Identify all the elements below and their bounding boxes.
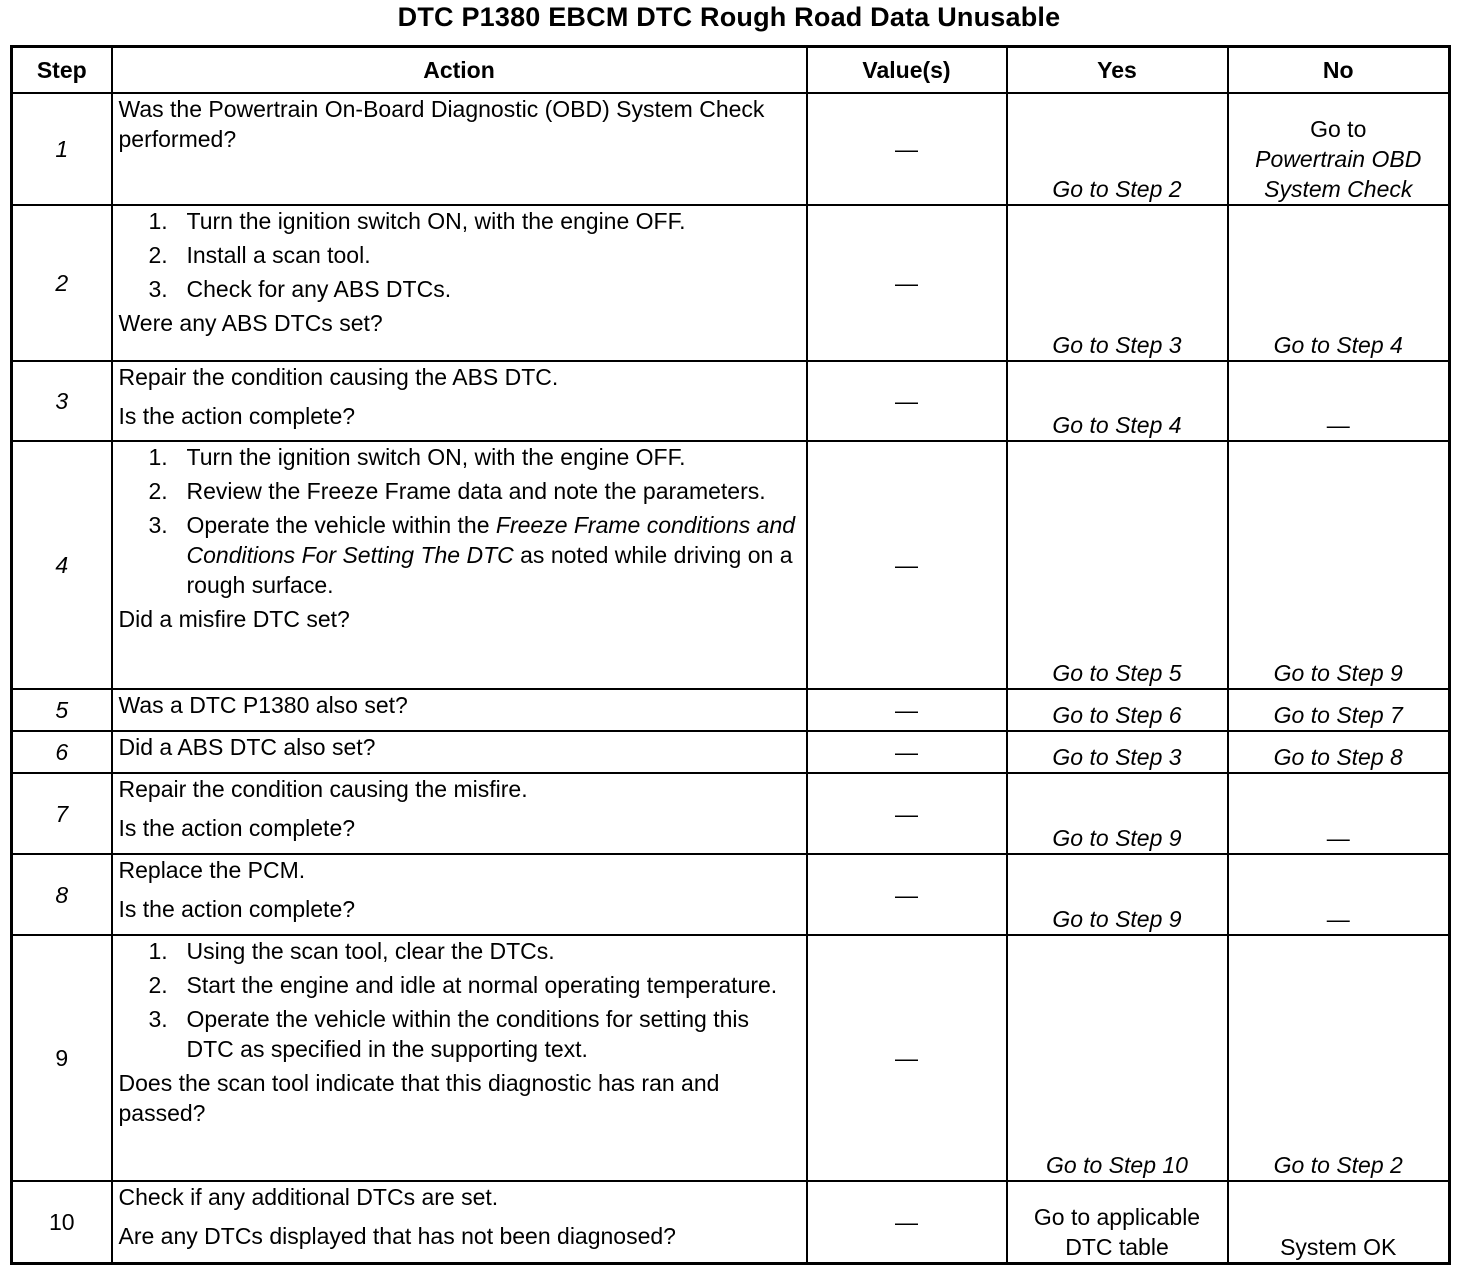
substep-text: Check for any ABS DTCs. [186,276,452,302]
substep-text-part: as noted while driving on a rough surface. [186,542,793,598]
substep-text: Review the Freeze Frame data and note the parameters. [186,478,766,504]
question-text: Is the action complete? [118,896,356,922]
goto-link: Go to Step 9 [1052,825,1182,851]
no-cell [1228,205,1450,361]
goto-link: Go to Step 7 [1273,702,1403,728]
goto-link: Go to Step 3 [1052,332,1182,358]
question-text: Is the action complete? [118,815,356,841]
substep-number: 1. [148,938,168,964]
step-number: 9 [12,935,112,1181]
no-cell: System OK [1228,1181,1450,1263]
header-values: Value(s) [807,47,1007,94]
substep [119,936,800,966]
value-cell: — [807,441,1007,689]
value-cell: — [807,689,1007,731]
substep [119,442,800,472]
substep-number: 2. [148,478,168,504]
table-row [12,935,1450,1181]
table-row [12,731,1450,773]
substep-number: 1. [148,444,168,470]
goto-link: Go to Step 4 [1273,332,1403,358]
yes-cell [1007,773,1228,854]
yes-cell [1007,854,1228,935]
substep-text: Using the scan tool, clear the DTCs. [186,938,555,964]
step-number: 6 [12,731,112,773]
substep-text: Install a scan tool. [186,242,371,268]
goto-link: Go to Step 9 [1273,660,1403,686]
yes-cell [1007,361,1228,441]
action-text [112,1181,807,1263]
action-line: Check if any additional DTCs are set. [118,1184,499,1210]
table-row [12,441,1450,689]
goto-link: Go to Step 2 [1052,176,1182,202]
value-cell: — [807,93,1007,205]
goto-link: Go to Step 2 [1273,1152,1403,1178]
no-text: Powertrain OBD [1255,146,1422,172]
substep-number: 1. [148,208,168,234]
question-text: Are any DTCs displayed that has not been diagnosed? [118,1223,676,1249]
action-text [112,205,807,361]
step-number: 3 [12,361,112,441]
substep [119,274,800,304]
value-cell: — [807,731,1007,773]
no-cell [1228,935,1450,1181]
yes-cell [1007,731,1228,773]
action-text: Was the Powertrain On-Board Diagnostic (OBD) System Check performed? [112,93,807,205]
no-cell [1228,689,1450,731]
header-yes: Yes [1007,47,1228,94]
header-row [12,47,1450,94]
step-number: 1 [12,93,112,205]
yes-cell [1007,441,1228,689]
goto-link: Go to Step 4 [1052,412,1182,438]
yes-cell [1007,1181,1228,1263]
goto-link: Go to Step 3 [1052,744,1182,770]
substep [119,206,800,236]
substep-text: Operate the vehicle within the conditions for setting this DTC as specified in the supporting text. [186,1006,750,1062]
action-text: Was a DTC P1380 also set? [112,689,807,731]
diagnostic-table [10,45,1451,1265]
no-text: Go to [1310,116,1367,142]
table-row [12,93,1450,205]
action-line: Repair the condition causing the ABS DTC. [118,364,559,390]
yes-cell [1007,935,1228,1181]
value-cell: — [807,1181,1007,1263]
substep-text: Turn the ignition switch ON, with the engine OFF. [186,208,686,234]
step-number: 8 [12,854,112,935]
question-text: Does the scan tool indicate that this diagnostic has ran and passed? [118,1070,720,1126]
question-text: Is the action complete? [118,403,356,429]
value-cell: — [807,935,1007,1181]
yes-cell [1007,689,1228,731]
substep [119,510,800,600]
step-number: 5 [12,689,112,731]
substep-number: 3. [148,512,168,538]
header-step: Step [12,47,112,94]
value-cell: — [807,854,1007,935]
substep-emphasis: Freeze Frame conditions and Conditions For Setting The DTC [186,512,796,568]
substep-text [187,510,800,600]
action-text [112,441,807,689]
page-title: DTC P1380 EBCM DTC Rough Road Data Unusable [397,2,1061,32]
yes-text: Go to applicable [1033,1203,1201,1230]
action-text: Did a ABS DTC also set? [112,731,807,773]
substep-number: 2. [148,972,168,998]
action-line: Repair the condition causing the misfire. [118,776,528,802]
action-text [112,773,807,854]
table-row [12,689,1450,731]
substep-text: Start the engine and idle at normal operating temperature. [186,972,778,998]
table-row [12,854,1450,935]
value-cell: — [807,205,1007,361]
substep [119,1004,800,1064]
action-text [112,854,807,935]
no-text: System Check [1264,176,1413,202]
question-text: Did a misfire DTC set? [118,606,350,632]
action-text [112,935,807,1181]
yes-cell [1007,205,1228,361]
goto-link: Go to Step 5 [1052,660,1182,686]
value-cell: — [807,773,1007,854]
step-number: 7 [12,773,112,854]
no-cell: — [1228,854,1450,935]
action-text [112,361,807,441]
action-line: Replace the PCM. [118,857,306,883]
goto-link: Go to Step 6 [1052,702,1182,728]
table-row [12,1181,1450,1263]
table-row [12,361,1450,441]
goto-link: Go to Step 10 [1046,1152,1188,1178]
goto-link: Go to Step 8 [1273,744,1403,770]
substep-text: Turn the ignition switch ON, with the engine OFF. [186,444,686,470]
substep-number: 3. [148,276,168,302]
substep [119,970,800,1000]
header-no: No [1228,47,1450,94]
step-number: 2 [12,205,112,361]
header-action: Action [112,47,807,94]
no-cell: — [1228,361,1450,441]
no-cell [1228,441,1450,689]
step-number: 4 [12,441,112,689]
table-row [12,773,1450,854]
goto-link: Go to Step 9 [1052,906,1182,932]
substep [119,240,800,270]
substep-number: 3. [148,1006,168,1032]
question-text: Were any ABS DTCs set? [118,310,383,336]
yes-text: DTC table [1065,1233,1169,1260]
yes-cell [1007,93,1228,205]
substep-text-part: Operate the vehicle within the [186,512,496,538]
substep [119,476,800,506]
no-cell [1228,93,1450,205]
value-cell: — [807,361,1007,441]
no-cell: — [1228,773,1450,854]
step-number: 10 [12,1181,112,1263]
no-cell [1228,731,1450,773]
table-row [12,205,1450,361]
substep-number: 2. [148,242,168,268]
